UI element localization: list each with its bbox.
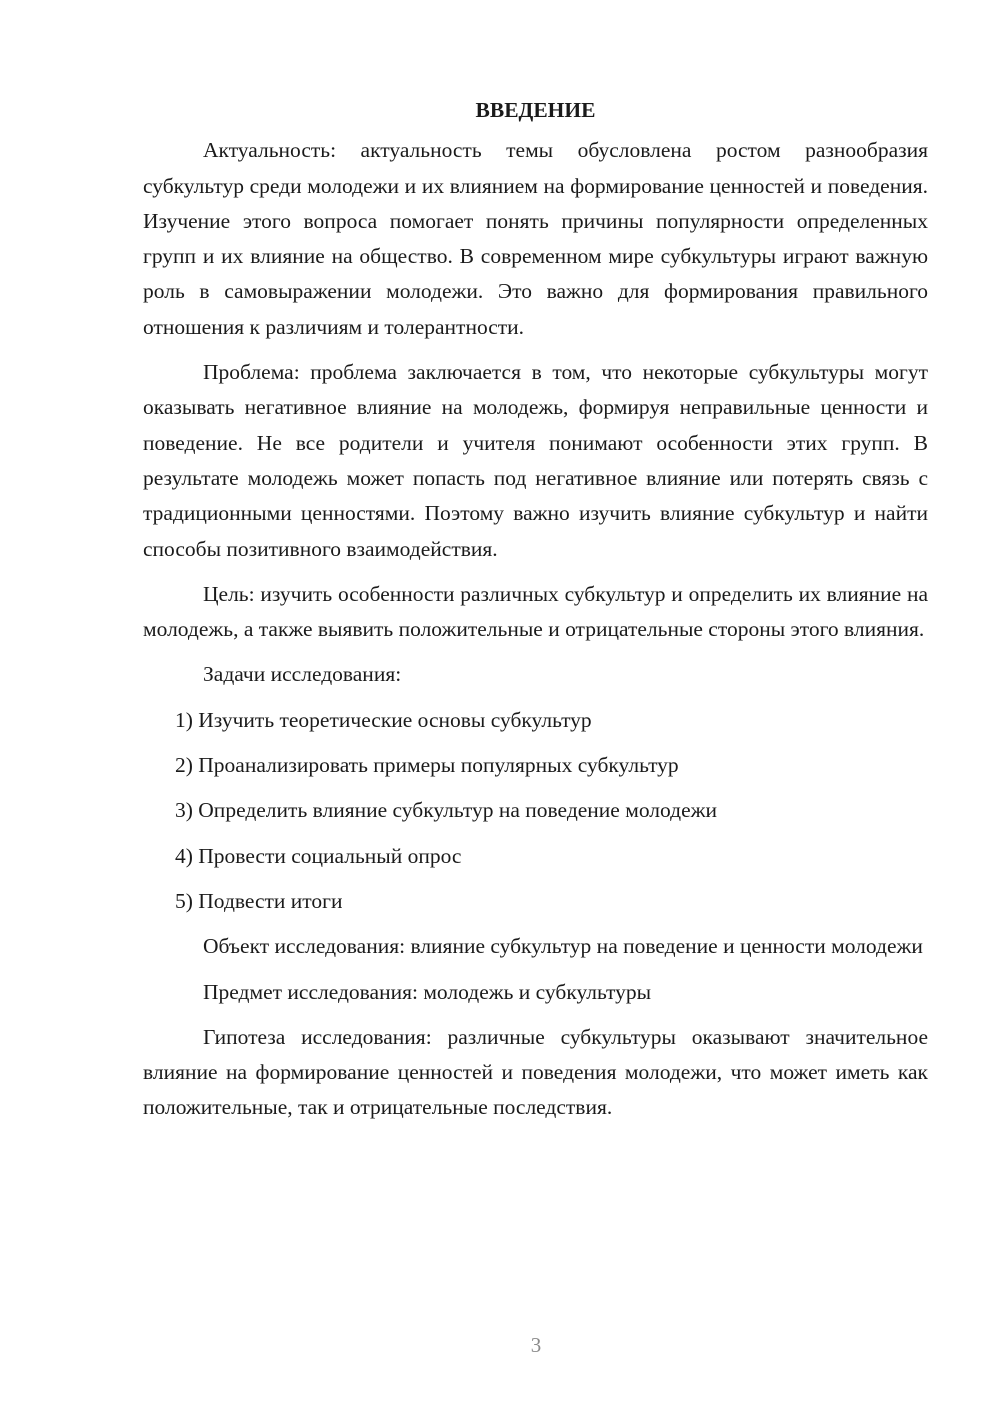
paragraph-goal: Цель: изучить особенности различных субкультур и определить их влияние на молодежь, а также выявить положительные и отрицательные стороны этого влияния. bbox=[143, 581, 928, 642]
task-item: 4) Провести социальный опрос bbox=[175, 843, 462, 868]
tasks-list bbox=[143, 703, 928, 919]
page-number: 3 bbox=[530, 1333, 542, 1357]
paragraph-hypothesis: Гипотеза исследования: различные субкультуры оказывают значительное влияние на формирование ценностей и поведения молодежи, что может иметь как положительные, так и отрицательные последствия. bbox=[143, 1024, 928, 1120]
paragraph-problem: Проблема: проблема заключается в том, что некоторые субкультуры могут оказывать негативное влияние на молодежь, формируя неправильные ценности и поведение. Не все родители и учителя понимают особенности этих групп. В результате молодежь может попасть под негативное влияние или потерять связь с традиционными ценностями. Поэтому важно изучить влияние субкультур и найти способы позитивного взаимодействия. bbox=[143, 360, 928, 561]
document-page bbox=[143, 93, 928, 1126]
section-title: ВВЕДЕНИЕ bbox=[475, 98, 596, 122]
paragraph-subject: Предмет исследования: молодежь и субкультуры bbox=[203, 979, 652, 1004]
task-item: 2) Проанализировать примеры популярных субкультур bbox=[175, 753, 679, 778]
task-item: 5) Подвести итоги bbox=[175, 888, 343, 913]
paragraph-relevance: Актуальность: актуальность темы обусловлена ростом разнообразия субкультур среди молодежи и их влиянием на формирование ценностей и поведения. Изучение этого вопроса помогает понять причины популярности определенных групп и их влияние на общество. В современном мире субкультуры играют важную роль в самовыражении молодежи. Это важно для формирования правильного отношения к различиям и толерантности. bbox=[143, 138, 928, 339]
task-item: 3) Определить влияние субкультур на поведение молодежи bbox=[175, 798, 718, 823]
paragraph-tasks-heading: Задачи исследования: bbox=[203, 662, 402, 687]
task-item: 1) Изучить теоретические основы субкультур bbox=[175, 707, 592, 732]
paragraph-object: Объект исследования: влияние субкультур на поведение и ценности молодежи bbox=[203, 934, 923, 959]
